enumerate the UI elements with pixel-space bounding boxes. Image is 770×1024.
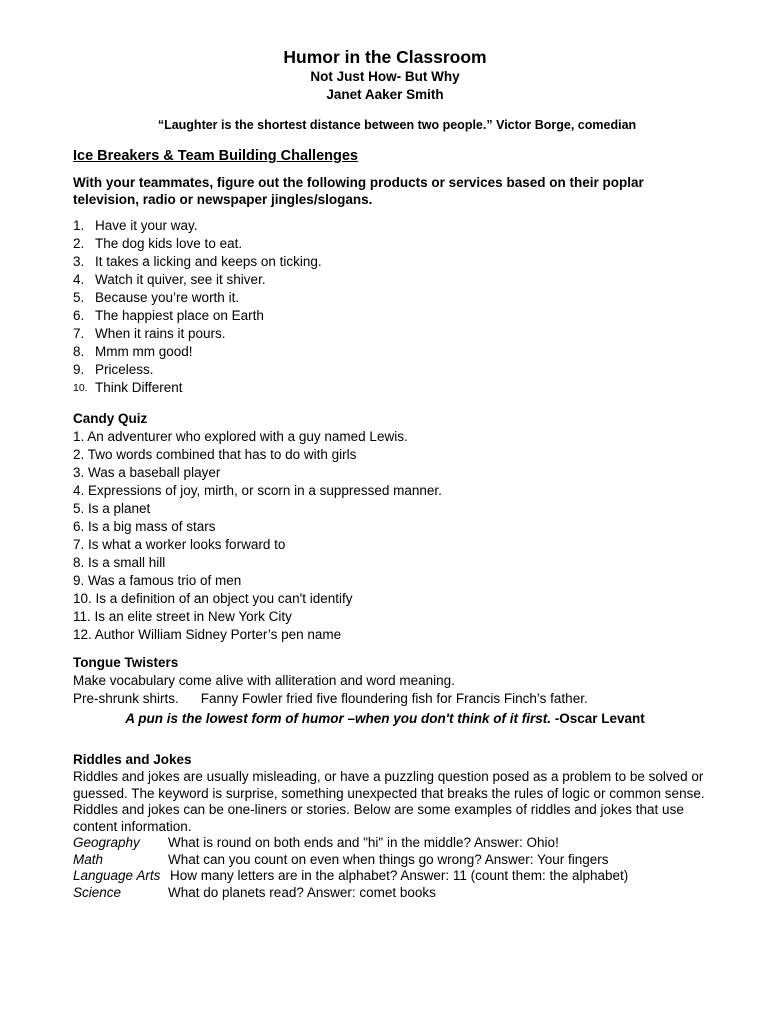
item-text: Mmm mm good! (95, 344, 193, 359)
quiz-item: 12. Author William Sidney Porter’s pen name (73, 627, 342, 642)
item-number: 5. (73, 290, 85, 305)
quiz-item: 11. Is an elite street in New York City (73, 609, 292, 624)
item-number: 3. (73, 254, 85, 269)
list-item (73, 379, 733, 397)
riddles-paragraph (73, 769, 733, 901)
list-item (73, 289, 733, 307)
quiz-item: 7. Is what a worker looks forward to (73, 537, 286, 552)
list-item (73, 217, 733, 235)
tongue-twisters-section (73, 654, 733, 708)
item-text: It takes a licking and keeps on ticking. (95, 254, 322, 269)
item-number: 8. (73, 344, 85, 359)
icebreakers-intro (73, 174, 733, 208)
list-item (73, 235, 733, 253)
quiz-item: 8. Is a small hill (73, 555, 166, 570)
slogan-list (73, 217, 733, 397)
candy-quiz-section (73, 410, 733, 644)
paragraph-line: Riddles and jokes can be one-liners or stories. Below are some examples of riddles and jokes that use (73, 802, 684, 817)
riddle-example (73, 835, 733, 852)
intro-line: television, radio or newspaper jingles/slogans. (73, 192, 373, 207)
pun-quote (0, 711, 770, 726)
riddle-text: What do planets read? Answer: comet books (168, 884, 436, 900)
paragraph-line: content information. (73, 818, 192, 834)
list-item (73, 325, 733, 343)
riddles-heading: Riddles and Jokes (73, 752, 192, 767)
icebreakers-heading: Ice Breakers & Team Building Challenges (73, 148, 358, 164)
epigraph-quote: “Laughter is the shortest distance between two people.” Victor Borge, comedian (157, 118, 637, 132)
candy-quiz-heading: Candy Quiz (73, 411, 148, 426)
riddle-subject: Geography (73, 835, 140, 850)
item-text: Because you’re worth it. (95, 290, 240, 305)
item-number: 10. (73, 382, 88, 394)
list-item (73, 271, 733, 289)
riddle-subject: Math (73, 851, 104, 867)
quiz-item: 5. Is a planet (73, 501, 151, 516)
item-text: Watch it quiver, see it shiver. (95, 272, 266, 287)
quiz-item: 3. Was a baseball player (73, 465, 221, 480)
intro-line: With your teammates, figure out the following products or services based on their poplar (73, 175, 644, 190)
page-subtitle: Not Just How- But Why (310, 69, 460, 84)
riddle-text: What is round on both ends and "hi" in the middle? Answer: Ohio! (168, 835, 559, 850)
list-item (73, 361, 733, 379)
riddle-example (73, 852, 733, 869)
list-item (73, 253, 733, 271)
riddle-subject: Science (73, 884, 122, 900)
item-number: 7. (73, 326, 85, 341)
item-text: Priceless. (95, 362, 154, 377)
twister-example: Pre-shrunk shirts. (73, 691, 179, 706)
pun-attribution: Oscar Levant (559, 711, 645, 726)
page-title: Humor in the Classroom (283, 47, 487, 67)
riddle-example (73, 868, 733, 885)
quiz-item: 6. Is a big mass of stars (73, 519, 216, 534)
item-text: When it rains it pours. (95, 326, 226, 341)
riddles-section (73, 751, 733, 769)
paragraph-line: Riddles and jokes are usually misleading, or have a puzzling question posed as a problem to be solved or (73, 769, 704, 784)
quiz-item: 9. Was a famous trio of men (73, 573, 242, 588)
item-number: 9. (73, 362, 85, 377)
item-text: Have it your way. (95, 218, 198, 233)
quiz-item: 4. Expressions of joy, mirth, or scorn in a suppressed manner. (73, 483, 442, 498)
quiz-item: 1. An adventurer who explored with a guy named Lewis. (73, 429, 408, 444)
riddle-text: What can you count on even when things go wrong? Answer: Your fingers (168, 851, 609, 867)
tongue-twister-examples (73, 690, 733, 708)
item-text: Think Different (95, 380, 183, 395)
list-item (73, 307, 733, 325)
twister-example: Fanny Fowler fried five floundering fish for Francis Finch’s father. (200, 691, 588, 706)
item-text: The happiest place on Earth (95, 308, 264, 323)
quiz-item: 10. Is a definition of an object you can't identify (73, 591, 353, 606)
item-number: 4. (73, 272, 85, 287)
pun-text: A pun is the lowest form of humor –when you don't think of it first. - (125, 711, 560, 726)
item-number: 6. (73, 308, 85, 323)
riddle-subject: Language Arts (73, 868, 161, 883)
icebreakers-section (73, 148, 733, 164)
author-name: Janet Aaker Smith (326, 87, 444, 102)
paragraph-line: guessed. The keyword is surprise, something unexpected that breaks the rules of logic or common sense. (73, 785, 705, 801)
item-number: 2. (73, 236, 85, 251)
tongue-twisters-heading: Tongue Twisters (73, 655, 179, 670)
riddle-text: How many letters are in the alphabet? Answer: 11 (count them: the alphabet) (170, 868, 629, 883)
riddle-example (73, 885, 733, 902)
list-item (73, 343, 733, 361)
quiz-item: 2. Two words combined that has to do with girls (73, 447, 357, 462)
tongue-twisters-intro: Make vocabulary come alive with alliteration and word meaning. (73, 673, 455, 688)
item-number: 1. (73, 218, 85, 233)
item-text: The dog kids love to eat. (95, 236, 243, 251)
